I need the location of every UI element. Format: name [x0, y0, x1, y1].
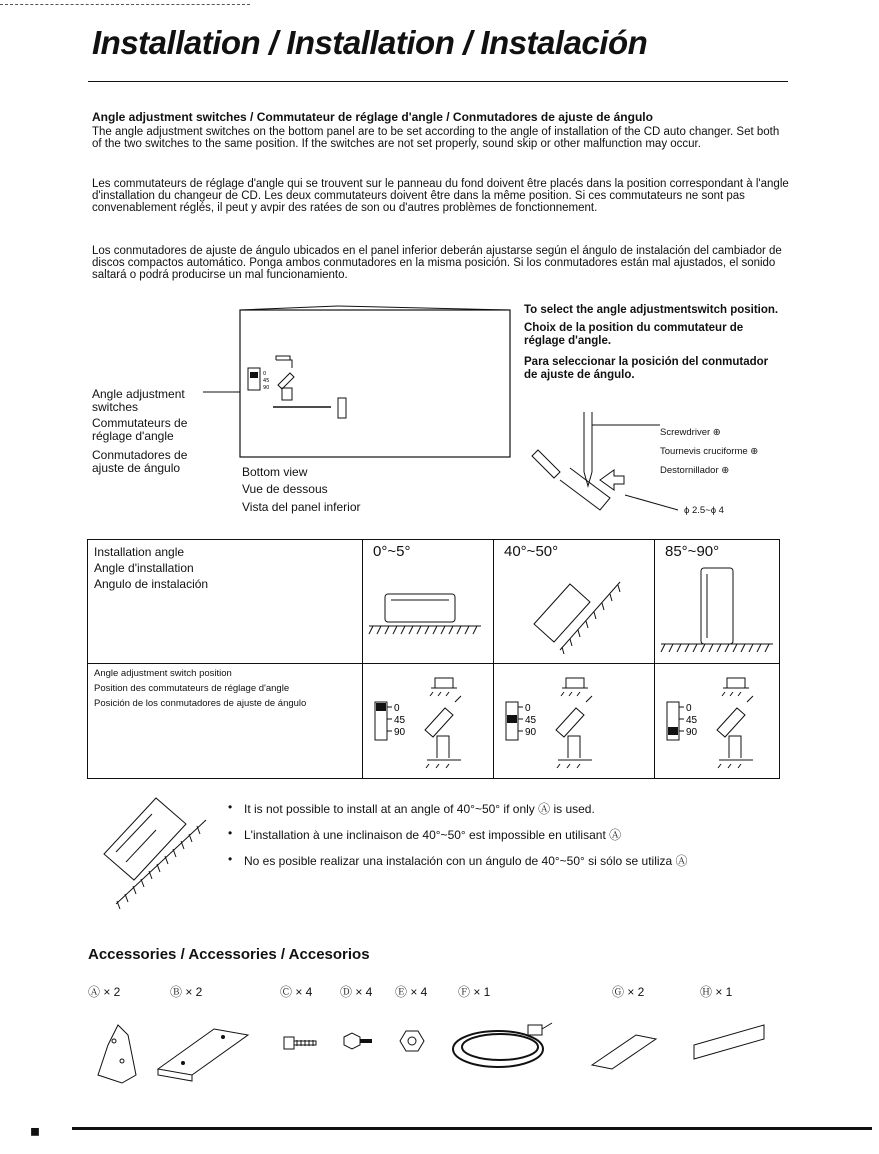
- bottom-panel-outline: [240, 310, 510, 457]
- flat-orientation-icon: [561, 678, 588, 696]
- angle-header-90: 85°~90°: [665, 543, 720, 560]
- accessory-label-h: Ⓗ × 1: [700, 985, 733, 999]
- screw-size-label: ϕ 2.5~ϕ 4: [684, 505, 724, 516]
- top-dashed-rule: [0, 4, 250, 5]
- bullet-dot: •: [228, 826, 233, 840]
- screwdriver-icon: [530, 410, 680, 520]
- page-marker-icon: ◼: [30, 1124, 40, 1138]
- switch-mark-label: 0: [686, 703, 692, 714]
- tilted-orientation-icon: [717, 696, 753, 737]
- tool-label-en: Screwdriver ⊕: [660, 427, 721, 438]
- switch-mark-label: 90: [525, 727, 537, 738]
- switch-mark-label: 0: [394, 703, 400, 714]
- flat-orientation-icon: [722, 678, 749, 696]
- note-en-text: It is not possible to install at an angle of 40°~50° if only Ⓐ is used.: [244, 802, 595, 816]
- switch-label-es: Conmutadores de ajuste de ángulo: [92, 448, 188, 475]
- angle-col-90: [655, 540, 780, 664]
- installation-angle-es: Angulo de instalación: [94, 577, 209, 591]
- view-label-es: Vista del panel inferior: [242, 500, 361, 514]
- row-installation-angle-label: [88, 540, 363, 664]
- flat-orientation-icon: [430, 678, 457, 696]
- title-rule: [88, 81, 788, 82]
- switch-mark-label: 45: [394, 715, 406, 726]
- paragraph-french: Les commutateurs de réglage d'angle qui se trouvent sur le panneau du fond doivent être placés dans la position correspondant à l'angle d'installation du changeur de CD. Les deux commutateurs doivent être dans la même position. Si ces commutateurs ne sont pas convenablement réglés, il peut y avpir des ratées de son ou d'autres problèmes de fonctionnement.: [92, 178, 789, 214]
- paragraph-english: The angle adjustment switches on the bottom panel are to be set according to the angle of installation of the CD auto changer. Set both of the two switches to the same position. If the switches are not set properly, sound skip or other malfunction may occur.: [92, 126, 780, 150]
- accessory-label-g: Ⓖ × 2: [612, 985, 645, 999]
- screw-c-icon: [284, 1037, 316, 1049]
- tilted-orientation-icon: [425, 696, 461, 737]
- switch-mark-label: 90: [394, 727, 406, 738]
- accessory-label-f: Ⓕ × 1: [458, 985, 491, 999]
- nut-e-icon: [400, 1031, 424, 1051]
- select-instruction-es: Para seleccionar la posición del conmutador de ajuste de ángulo.: [524, 356, 769, 381]
- switch-position-en: Angle adjustment switch position: [94, 668, 232, 679]
- plate-h-icon: [694, 1025, 764, 1059]
- svg-text:90: 90: [263, 385, 270, 391]
- switch-position-fr: Position des commutateurs de réglage d'angle: [94, 683, 290, 694]
- unit-tilted-icon: [494, 560, 654, 656]
- angle-header-45: 40°~50°: [504, 543, 559, 560]
- accessories-heading: Accessories / Accessories / Accesorios: [88, 946, 370, 963]
- tool-label-es: Destornillador ⊕: [660, 465, 730, 476]
- switch-mark-label: 0: [525, 703, 531, 714]
- bullet-dot: •: [228, 800, 233, 814]
- note-fr-text: L'installation à une inclinaison de 40°~50° est impossible en utilisant Ⓐ: [244, 828, 622, 842]
- switch-position-cell-45: [494, 664, 654, 777]
- angle-col-0: [363, 540, 494, 664]
- switch-position-es: Posición de los conmutadores de ajuste de ángulo: [94, 698, 307, 709]
- view-label-en: Bottom view: [242, 465, 308, 479]
- installation-angle-fr: Angle d'installation: [94, 561, 194, 575]
- switch-mark-label: 45: [686, 715, 698, 726]
- screw-d-icon: [344, 1033, 372, 1049]
- accessory-label-b: Ⓑ × 2: [170, 985, 203, 999]
- switch-diagram-0: [363, 664, 481, 772]
- vertical-orientation-icon: [426, 736, 461, 768]
- switch-knob: [668, 727, 678, 735]
- switch-label-fr: Commutateurs de réglage d'angle: [92, 416, 188, 443]
- switch-position-cell-90: [655, 664, 779, 777]
- select-instruction-en: To select the angle adjustmentswitch position.: [524, 304, 779, 316]
- svg-text:0: 0: [263, 371, 267, 377]
- footer-rule: [72, 1127, 872, 1130]
- switch-knob: [507, 715, 517, 723]
- row-switch-position-label: [88, 664, 363, 779]
- accessories-illustrations: [88, 1005, 878, 1095]
- svg-text:45: 45: [263, 378, 270, 384]
- switch-diagram-90: [655, 664, 773, 772]
- tilted-unit-illustration: [96, 792, 216, 912]
- paragraph-spanish: Los conmutadores de ajuste de ángulo ubicados en el panel inferior deberán ajustarse según el ángulo de instalación del cambiador de discos compactos automático. Ponga ambos conmutadores en la misma posición. Si los conmutadores están mal ajustados, el sonido saltará o podrá producirse un mal funcionamiento.: [92, 245, 782, 281]
- select-instruction-fr: Choix de la position du commutateur de réglage d'angle.: [524, 322, 744, 347]
- unit-flat-icon: [363, 560, 493, 656]
- accessory-label-a: Ⓐ × 2: [88, 985, 121, 999]
- switch-block-icon: [248, 368, 260, 390]
- accessory-label-c: Ⓒ × 4: [280, 985, 313, 999]
- switch-mark-label: 45: [525, 715, 537, 726]
- page-title: Installation / Installation / Instalación: [92, 24, 648, 61]
- unit-vertical-icon: [655, 560, 779, 656]
- accessory-label-e: Ⓔ × 4: [395, 985, 428, 999]
- tool-label-fr: Tournevis cruciforme ⊕: [660, 446, 759, 457]
- angle-section-heading: Angle adjustment switches / Commutateur de réglage d'angle / Conmutadores de ajuste de ángulo: [92, 110, 653, 124]
- accessory-label-d: Ⓓ × 4: [340, 985, 373, 999]
- pad-g-icon: [592, 1035, 656, 1069]
- switch-label-en: Angle adjustment switches: [92, 387, 185, 414]
- switch-diagram-45: [494, 664, 612, 772]
- bracket-a-icon: [98, 1025, 136, 1083]
- tilted-orientation-icon: [556, 696, 592, 737]
- vertical-orientation-icon: [557, 736, 592, 768]
- bracket-b-icon: [158, 1029, 248, 1081]
- angle-table: [87, 539, 780, 779]
- switch-knob: [376, 703, 386, 711]
- cable-f-icon: [453, 1023, 552, 1067]
- bullet-dot: •: [228, 852, 233, 866]
- angle-header-0: 0°~5°: [373, 543, 411, 560]
- switch-position-cell-0: [363, 664, 493, 777]
- vertical-orientation-icon: [718, 736, 753, 768]
- angle-col-45: [494, 540, 655, 664]
- switch-mark-label: 90: [686, 727, 698, 738]
- note-es-text: No es posible realizar una instalación con un ángulo de 40°~50° si sólo se utiliza Ⓐ: [244, 854, 688, 868]
- installation-angle-en: Installation angle: [94, 545, 185, 559]
- view-label-fr: Vue de dessous: [242, 482, 328, 496]
